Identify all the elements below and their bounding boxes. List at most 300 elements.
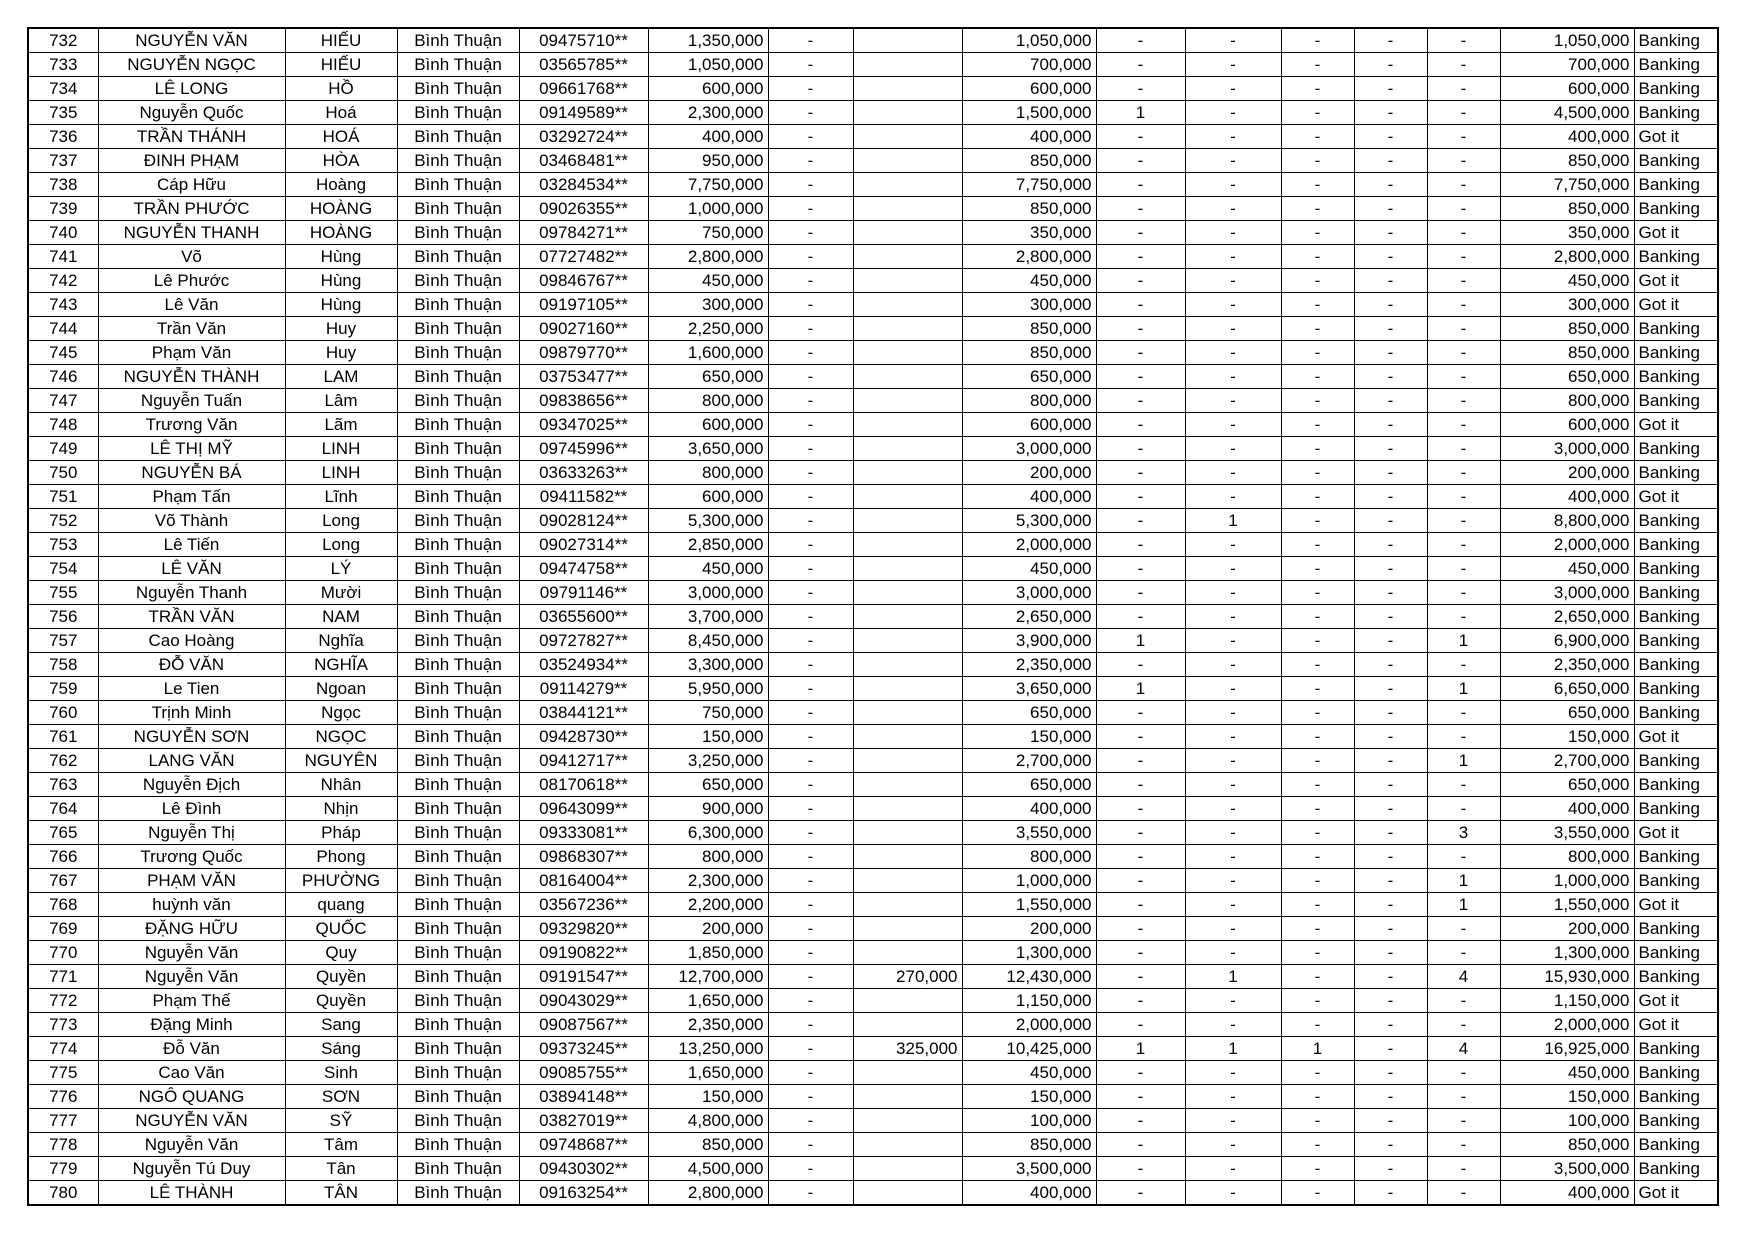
cell-col-6: -: [768, 461, 853, 485]
cell-col-13: -: [1427, 485, 1500, 509]
cell-ten: HOÀNG: [285, 197, 397, 221]
cell-ten: Hoàng: [285, 173, 397, 197]
cell-stt: 778: [28, 1133, 98, 1157]
cell-tinh: Bình Thuận: [397, 125, 519, 149]
cell-ten: Huy: [285, 317, 397, 341]
cell-sdt: 09028124**: [519, 509, 648, 533]
cell-ten: Hùng: [285, 245, 397, 269]
cell-sdt: 09190822**: [519, 941, 648, 965]
cell-sdt: 09333081**: [519, 821, 648, 845]
cell-tien-1: 600,000: [648, 77, 768, 101]
cell-tong: 4,500,000: [1500, 101, 1634, 125]
cell-ten: Nhân: [285, 773, 397, 797]
cell-col-6: -: [768, 749, 853, 773]
cell-col-6: -: [768, 677, 853, 701]
cell-sdt: 03565785**: [519, 53, 648, 77]
table-row: [28, 773, 1718, 797]
cell-sdt: 09838656**: [519, 389, 648, 413]
cell-tien-1: 800,000: [648, 389, 768, 413]
cell-col-6: -: [768, 125, 853, 149]
cell-col-12: -: [1354, 941, 1427, 965]
cell-col-11: -: [1281, 437, 1354, 461]
cell-col-6: -: [768, 965, 853, 989]
cell-col-10: -: [1185, 245, 1281, 269]
cell-col-6: -: [768, 581, 853, 605]
cell-sdt: 09745996**: [519, 437, 648, 461]
cell-ten: Quy: [285, 941, 397, 965]
cell-tong: 300,000: [1500, 293, 1634, 317]
cell-ten: Nhịn: [285, 797, 397, 821]
cell-tien-2: 200,000: [962, 461, 1096, 485]
cell-col-13: -: [1427, 1085, 1500, 1109]
cell-col-11: -: [1281, 269, 1354, 293]
cell-tinh: Bình Thuận: [397, 605, 519, 629]
cell-col-9: -: [1096, 173, 1185, 197]
cell-col-7: [853, 197, 962, 221]
cell-tien-1: 850,000: [648, 1133, 768, 1157]
cell-tien-1: 400,000: [648, 125, 768, 149]
cell-col-13: -: [1427, 725, 1500, 749]
cell-stt: 774: [28, 1037, 98, 1061]
cell-ten: Lâm: [285, 389, 397, 413]
cell-tien-1: 2,250,000: [648, 317, 768, 341]
table-row: [28, 701, 1718, 725]
cell-hinh-thuc: Banking: [1634, 533, 1718, 557]
cell-ho-dem: Nguyễn Địch: [98, 773, 285, 797]
cell-ho-dem: NGÔ QUANG: [98, 1085, 285, 1109]
cell-ten: Nghĩa: [285, 629, 397, 653]
cell-col-11: -: [1281, 653, 1354, 677]
cell-ho-dem: LANG VĂN: [98, 749, 285, 773]
cell-col-10: -: [1185, 413, 1281, 437]
cell-col-7: [853, 365, 962, 389]
cell-tong: 2,800,000: [1500, 245, 1634, 269]
cell-ho-dem: LÊ THỊ MỸ: [98, 437, 285, 461]
cell-col-13: -: [1427, 269, 1500, 293]
cell-hinh-thuc: Banking: [1634, 941, 1718, 965]
cell-col-6: -: [768, 341, 853, 365]
cell-col-7: [853, 485, 962, 509]
cell-ho-dem: Đỗ Văn: [98, 1037, 285, 1061]
cell-tien-1: 2,300,000: [648, 101, 768, 125]
cell-hinh-thuc: Got it: [1634, 293, 1718, 317]
cell-col-11: -: [1281, 149, 1354, 173]
cell-col-10: -: [1185, 797, 1281, 821]
cell-col-10: -: [1185, 461, 1281, 485]
cell-col-10: -: [1185, 557, 1281, 581]
cell-hinh-thuc: Banking: [1634, 965, 1718, 989]
cell-tinh: Bình Thuận: [397, 557, 519, 581]
cell-tong: 600,000: [1500, 77, 1634, 101]
cell-sdt: 03468481**: [519, 149, 648, 173]
cell-col-9: -: [1096, 389, 1185, 413]
cell-ten: LÝ: [285, 557, 397, 581]
cell-hinh-thuc: Got it: [1634, 413, 1718, 437]
cell-col-7: [853, 28, 962, 53]
cell-col-9: -: [1096, 437, 1185, 461]
cell-col-10: -: [1185, 197, 1281, 221]
cell-col-12: -: [1354, 485, 1427, 509]
cell-col-10: -: [1185, 533, 1281, 557]
cell-sdt: 09026355**: [519, 197, 648, 221]
cell-tien-2: 850,000: [962, 149, 1096, 173]
cell-col-7: [853, 845, 962, 869]
cell-tinh: Bình Thuận: [397, 1061, 519, 1085]
cell-col-7: [853, 653, 962, 677]
cell-col-6: -: [768, 605, 853, 629]
cell-col-10: -: [1185, 317, 1281, 341]
cell-col-7: [853, 605, 962, 629]
cell-col-6: -: [768, 1181, 853, 1206]
cell-tien-1: 950,000: [648, 149, 768, 173]
cell-ten: SỸ: [285, 1109, 397, 1133]
cell-tinh: Bình Thuận: [397, 221, 519, 245]
cell-col-7: [853, 1013, 962, 1037]
cell-tien-1: 5,950,000: [648, 677, 768, 701]
cell-hinh-thuc: Banking: [1634, 245, 1718, 269]
cell-tong: 6,900,000: [1500, 629, 1634, 653]
cell-ho-dem: Trần Văn: [98, 317, 285, 341]
table-row: [28, 1061, 1718, 1085]
cell-col-13: 1: [1427, 869, 1500, 893]
cell-col-13: 1: [1427, 749, 1500, 773]
cell-tien-2: 2,350,000: [962, 653, 1096, 677]
cell-ten: Phong: [285, 845, 397, 869]
cell-col-11: -: [1281, 341, 1354, 365]
table-row: [28, 533, 1718, 557]
cell-col-11: -: [1281, 1157, 1354, 1181]
cell-tong: 700,000: [1500, 53, 1634, 77]
cell-col-6: -: [768, 1157, 853, 1181]
cell-col-9: -: [1096, 1061, 1185, 1085]
cell-col-10: -: [1185, 1157, 1281, 1181]
cell-tinh: Bình Thuận: [397, 341, 519, 365]
cell-col-9: -: [1096, 461, 1185, 485]
cell-tien-2: 2,700,000: [962, 749, 1096, 773]
cell-tien-2: 600,000: [962, 77, 1096, 101]
table-row: [28, 1157, 1718, 1181]
cell-tien-2: 200,000: [962, 917, 1096, 941]
cell-hinh-thuc: Got it: [1634, 269, 1718, 293]
cell-ho-dem: ĐINH PHẠM: [98, 149, 285, 173]
cell-col-12: -: [1354, 677, 1427, 701]
cell-sdt: 09373245**: [519, 1037, 648, 1061]
cell-col-12: -: [1354, 149, 1427, 173]
table-row: [28, 53, 1718, 77]
cell-col-10: -: [1185, 1133, 1281, 1157]
cell-tinh: Bình Thuận: [397, 1109, 519, 1133]
cell-col-6: -: [768, 77, 853, 101]
cell-col-12: -: [1354, 365, 1427, 389]
cell-tinh: Bình Thuận: [397, 869, 519, 893]
cell-stt: 756: [28, 605, 98, 629]
cell-col-9: -: [1096, 149, 1185, 173]
cell-col-13: -: [1427, 653, 1500, 677]
cell-tien-2: 650,000: [962, 701, 1096, 725]
cell-col-9: -: [1096, 365, 1185, 389]
cell-hinh-thuc: Banking: [1634, 365, 1718, 389]
cell-col-11: -: [1281, 413, 1354, 437]
cell-col-13: -: [1427, 605, 1500, 629]
cell-ho-dem: Cao Hoàng: [98, 629, 285, 653]
cell-tien-2: 850,000: [962, 197, 1096, 221]
cell-hinh-thuc: Got it: [1634, 485, 1718, 509]
cell-col-10: -: [1185, 365, 1281, 389]
cell-col-12: -: [1354, 917, 1427, 941]
cell-tien-1: 600,000: [648, 413, 768, 437]
cell-sdt: 09027160**: [519, 317, 648, 341]
cell-col-11: -: [1281, 53, 1354, 77]
cell-tong: 16,925,000: [1500, 1037, 1634, 1061]
cell-ten: Lĩnh: [285, 485, 397, 509]
cell-col-6: -: [768, 197, 853, 221]
cell-col-6: -: [768, 941, 853, 965]
cell-col-11: -: [1281, 677, 1354, 701]
cell-col-6: -: [768, 797, 853, 821]
cell-col-7: [853, 1181, 962, 1206]
cell-col-9: -: [1096, 821, 1185, 845]
cell-tinh: Bình Thuận: [397, 629, 519, 653]
cell-col-6: -: [768, 869, 853, 893]
cell-tien-1: 150,000: [648, 725, 768, 749]
cell-col-9: -: [1096, 413, 1185, 437]
cell-sdt: 08164004**: [519, 869, 648, 893]
cell-stt: 767: [28, 869, 98, 893]
cell-col-10: -: [1185, 269, 1281, 293]
cell-tinh: Bình Thuận: [397, 1037, 519, 1061]
cell-ten: NGHĨA: [285, 653, 397, 677]
cell-col-6: -: [768, 245, 853, 269]
cell-col-11: -: [1281, 485, 1354, 509]
cell-ho-dem: Nguyễn Quốc: [98, 101, 285, 125]
cell-tong: 600,000: [1500, 413, 1634, 437]
cell-col-12: -: [1354, 269, 1427, 293]
cell-col-13: -: [1427, 245, 1500, 269]
cell-sdt: 03567236**: [519, 893, 648, 917]
cell-tong: 1,000,000: [1500, 869, 1634, 893]
table-row: [28, 125, 1718, 149]
cell-sdt: 09879770**: [519, 341, 648, 365]
cell-tien-1: 1,000,000: [648, 197, 768, 221]
cell-ho-dem: Lê Tiến: [98, 533, 285, 557]
cell-col-11: -: [1281, 365, 1354, 389]
cell-ho-dem: Nguyễn Tuấn: [98, 389, 285, 413]
cell-col-9: -: [1096, 125, 1185, 149]
cell-sdt: 09197105**: [519, 293, 648, 317]
cell-hinh-thuc: Banking: [1634, 461, 1718, 485]
cell-col-6: -: [768, 1037, 853, 1061]
cell-col-13: -: [1427, 197, 1500, 221]
cell-col-13: -: [1427, 1133, 1500, 1157]
cell-tien-2: 1,500,000: [962, 101, 1096, 125]
cell-col-10: -: [1185, 221, 1281, 245]
cell-col-13: -: [1427, 1013, 1500, 1037]
table-row: [28, 101, 1718, 125]
cell-col-12: -: [1354, 845, 1427, 869]
cell-tinh: Bình Thuận: [397, 725, 519, 749]
cell-sdt: 07727482**: [519, 245, 648, 269]
cell-sdt: 09643099**: [519, 797, 648, 821]
cell-tien-1: 750,000: [648, 701, 768, 725]
cell-ten: NAM: [285, 605, 397, 629]
cell-ho-dem: ĐỖ VĂN: [98, 653, 285, 677]
cell-sdt: 09191547**: [519, 965, 648, 989]
cell-tong: 3,550,000: [1500, 821, 1634, 845]
cell-col-9: -: [1096, 293, 1185, 317]
cell-col-13: -: [1427, 1109, 1500, 1133]
cell-tinh: Bình Thuận: [397, 845, 519, 869]
cell-sdt: 03844121**: [519, 701, 648, 725]
cell-ho-dem: Phạm Văn: [98, 341, 285, 365]
cell-col-13: 3: [1427, 821, 1500, 845]
cell-col-9: -: [1096, 509, 1185, 533]
cell-col-7: [853, 1109, 962, 1133]
cell-tinh: Bình Thuận: [397, 437, 519, 461]
cell-hinh-thuc: Banking: [1634, 797, 1718, 821]
cell-col-9: 1: [1096, 1037, 1185, 1061]
cell-col-9: -: [1096, 1109, 1185, 1133]
cell-col-10: -: [1185, 485, 1281, 509]
cell-col-12: -: [1354, 773, 1427, 797]
cell-col-11: -: [1281, 1181, 1354, 1206]
cell-tinh: Bình Thuận: [397, 965, 519, 989]
cell-col-11: -: [1281, 28, 1354, 53]
cell-tien-2: 1,150,000: [962, 989, 1096, 1013]
cell-hinh-thuc: Banking: [1634, 389, 1718, 413]
cell-col-6: -: [768, 653, 853, 677]
table-row: [28, 581, 1718, 605]
cell-tong: 3,000,000: [1500, 581, 1634, 605]
cell-col-12: -: [1354, 749, 1427, 773]
cell-col-10: -: [1185, 677, 1281, 701]
cell-col-7: [853, 1157, 962, 1181]
cell-ho-dem: Nguyễn Thị: [98, 821, 285, 845]
cell-col-10: -: [1185, 725, 1281, 749]
cell-ten: SƠN: [285, 1085, 397, 1109]
cell-col-7: [853, 53, 962, 77]
cell-col-9: -: [1096, 749, 1185, 773]
cell-col-11: -: [1281, 1013, 1354, 1037]
cell-tien-2: 600,000: [962, 413, 1096, 437]
table-row: [28, 485, 1718, 509]
cell-tong: 400,000: [1500, 485, 1634, 509]
cell-sdt: 09412717**: [519, 749, 648, 773]
cell-hinh-thuc: Banking: [1634, 605, 1718, 629]
cell-ten: Sang: [285, 1013, 397, 1037]
cell-col-13: -: [1427, 437, 1500, 461]
cell-col-10: -: [1185, 1061, 1281, 1085]
cell-col-9: -: [1096, 317, 1185, 341]
cell-tong: 6,650,000: [1500, 677, 1634, 701]
cell-col-11: -: [1281, 221, 1354, 245]
table-row: [28, 629, 1718, 653]
cell-tien-1: 200,000: [648, 917, 768, 941]
cell-col-10: -: [1185, 437, 1281, 461]
cell-col-11: -: [1281, 773, 1354, 797]
cell-tinh: Bình Thuận: [397, 245, 519, 269]
cell-sdt: 03655600**: [519, 605, 648, 629]
cell-col-9: -: [1096, 965, 1185, 989]
cell-tien-2: 2,000,000: [962, 533, 1096, 557]
cell-tinh: Bình Thuận: [397, 893, 519, 917]
cell-col-13: -: [1427, 797, 1500, 821]
cell-col-9: 1: [1096, 629, 1185, 653]
cell-hinh-thuc: Got it: [1634, 1013, 1718, 1037]
cell-stt: 780: [28, 1181, 98, 1206]
cell-col-7: [853, 293, 962, 317]
cell-hinh-thuc: Banking: [1634, 509, 1718, 533]
cell-col-12: -: [1354, 965, 1427, 989]
cell-tinh: Bình Thuận: [397, 53, 519, 77]
cell-col-11: -: [1281, 845, 1354, 869]
cell-col-9: -: [1096, 605, 1185, 629]
cell-stt: 772: [28, 989, 98, 1013]
cell-stt: 755: [28, 581, 98, 605]
cell-col-6: -: [768, 293, 853, 317]
cell-col-9: -: [1096, 197, 1185, 221]
cell-tinh: Bình Thuận: [397, 77, 519, 101]
cell-col-12: -: [1354, 197, 1427, 221]
cell-col-6: -: [768, 1085, 853, 1109]
cell-col-6: -: [768, 413, 853, 437]
table-row: [28, 1013, 1718, 1037]
cell-col-12: -: [1354, 461, 1427, 485]
cell-col-9: -: [1096, 28, 1185, 53]
cell-col-9: -: [1096, 53, 1185, 77]
cell-tien-2: 850,000: [962, 341, 1096, 365]
cell-sdt: 09163254**: [519, 1181, 648, 1206]
cell-col-7: [853, 797, 962, 821]
cell-col-7: [853, 125, 962, 149]
cell-col-9: -: [1096, 77, 1185, 101]
table-row: [28, 605, 1718, 629]
cell-col-6: -: [768, 845, 853, 869]
cell-tong: 15,930,000: [1500, 965, 1634, 989]
cell-sdt: 09027314**: [519, 533, 648, 557]
cell-tinh: Bình Thuận: [397, 365, 519, 389]
table-row: [28, 1037, 1718, 1061]
cell-hinh-thuc: Banking: [1634, 173, 1718, 197]
cell-col-6: -: [768, 893, 853, 917]
cell-col-9: -: [1096, 893, 1185, 917]
table-row: [28, 653, 1718, 677]
cell-ten: HỒ: [285, 77, 397, 101]
cell-col-13: -: [1427, 989, 1500, 1013]
cell-tong: 400,000: [1500, 125, 1634, 149]
cell-tinh: Bình Thuận: [397, 293, 519, 317]
table-row: [28, 509, 1718, 533]
cell-tinh: Bình Thuận: [397, 821, 519, 845]
cell-col-13: -: [1427, 149, 1500, 173]
cell-ten: NGỌC: [285, 725, 397, 749]
cell-ho-dem: Nguyễn Văn: [98, 941, 285, 965]
cell-tien-1: 6,300,000: [648, 821, 768, 845]
cell-hinh-thuc: Banking: [1634, 101, 1718, 125]
cell-stt: 746: [28, 365, 98, 389]
cell-sdt: 09428730**: [519, 725, 648, 749]
cell-col-12: -: [1354, 413, 1427, 437]
cell-tien-2: 400,000: [962, 1181, 1096, 1206]
cell-ho-dem: NGUYỄN NGỌC: [98, 53, 285, 77]
cell-col-13: 1: [1427, 629, 1500, 653]
cell-col-6: -: [768, 149, 853, 173]
cell-col-9: -: [1096, 1013, 1185, 1037]
cell-stt: 742: [28, 269, 98, 293]
cell-col-6: -: [768, 1061, 853, 1085]
cell-col-7: [853, 869, 962, 893]
cell-stt: 747: [28, 389, 98, 413]
cell-col-6: -: [768, 437, 853, 461]
